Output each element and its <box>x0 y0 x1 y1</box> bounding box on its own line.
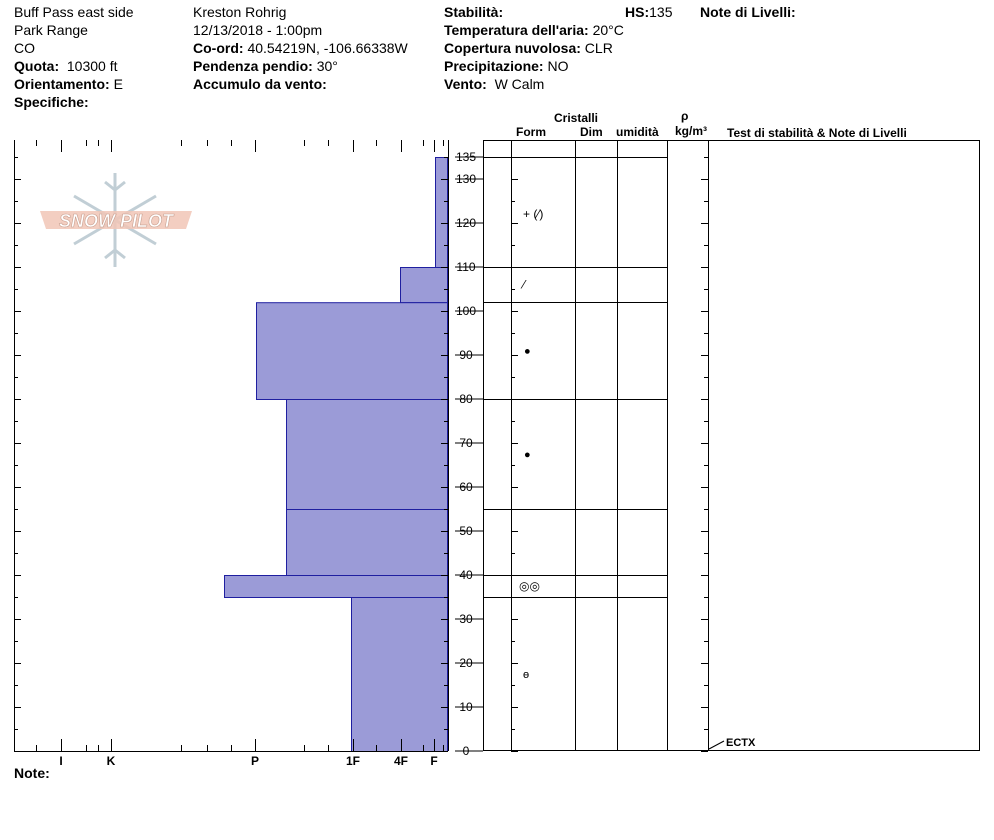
hardness-layer-2 <box>257 303 448 400</box>
grain-form-0: + (⁄) <box>523 207 544 222</box>
hardness-layer-3 <box>287 400 448 510</box>
stability-label: Stabilità: <box>444 4 504 20</box>
coord-label: Co-ord: <box>193 40 244 56</box>
height-label-40: 40 <box>459 568 473 582</box>
height-label-120: 120 <box>455 216 477 230</box>
height-label-100: 100 <box>455 304 477 318</box>
height-label-90: 90 <box>459 348 473 362</box>
hs-label: HS: <box>625 4 650 20</box>
precip-label: Precipitazione: <box>444 58 544 74</box>
header-crystals: Cristalli <box>554 111 599 125</box>
test-leader-0 <box>709 741 724 749</box>
header-stability-notes: Test di stabilità & Note di Livelli <box>727 126 907 140</box>
grain-form-5: ɵ <box>523 669 530 681</box>
coord-value: 40.54219N, -106.66338W <box>247 40 408 56</box>
sky-value: CLR <box>584 40 613 56</box>
hardness-layer-5 <box>225 576 448 598</box>
header-rho: ρ <box>681 109 689 123</box>
hardness-layers <box>225 158 448 752</box>
height-label-80: 80 <box>459 392 473 406</box>
precip-value: NO <box>547 58 569 74</box>
height-label-10: 10 <box>459 700 473 714</box>
height-label-30: 30 <box>459 612 473 626</box>
range: Park Range <box>14 22 88 38</box>
stability-tests <box>709 737 756 749</box>
header-moisture: umidità <box>616 125 659 139</box>
location: Buff Pass east side <box>14 4 134 20</box>
height-label-20: 20 <box>459 656 473 670</box>
height-label-110: 110 <box>456 260 476 274</box>
hs-value: 135 <box>649 4 673 20</box>
wind-loading-label: Accumulo da vento: <box>193 76 327 92</box>
header-size: Dim <box>580 125 603 139</box>
hardness-label-1F: 1F <box>345 754 361 768</box>
grain-forms <box>519 207 543 681</box>
elevation-label: Quota: <box>14 58 60 74</box>
hardness-label-F: F <box>430 754 438 768</box>
hardness-label-P: P <box>250 754 260 768</box>
snowpilot-logo <box>40 211 192 231</box>
snowpilot-logo-text: SNOW PILOT <box>59 211 173 231</box>
grain-form-2: ● <box>524 345 531 358</box>
height-label-0: 0 <box>462 744 470 758</box>
header-form: Form <box>516 125 546 139</box>
state: CO <box>14 40 35 56</box>
height-label-130: 130 <box>455 172 477 186</box>
datetime: 12/13/2018 - 1:00pm <box>193 22 323 38</box>
notes-label-text: Note: <box>14 765 50 781</box>
header-density-unit: kg/m³ <box>675 124 708 138</box>
grain-form-4: ◎◎ <box>519 579 540 593</box>
grain-form-3: ● <box>524 449 531 461</box>
air-temp-label: Temperatura dell'aria: <box>444 22 589 38</box>
observer: Kreston Rohrig <box>193 4 287 20</box>
air-temp-value: 20°C <box>592 22 624 38</box>
grain-form-1: ⁄ <box>523 277 526 292</box>
hardness-layer-6 <box>352 598 448 752</box>
height-label-135: 135 <box>455 150 477 164</box>
layer-notes-label: Note di Livelli: <box>700 4 796 20</box>
hardness-layer-4 <box>287 510 448 576</box>
height-label-50: 50 <box>459 524 473 538</box>
slope-value: 30° <box>316 58 338 74</box>
aspect-value: E <box>113 76 123 92</box>
height-label-70: 70 <box>459 436 473 450</box>
specifics-label: Specifiche: <box>14 94 89 110</box>
layer-table-frame <box>484 140 980 751</box>
sky-label: Copertura nuvolosa: <box>444 40 581 56</box>
slope-label: Pendenza pendio: <box>193 58 313 74</box>
elevation-value: 10300 ft <box>66 58 118 74</box>
hardness-label-I: I <box>59 754 63 768</box>
hardness-layer-0 <box>436 158 448 268</box>
wind-value: W Calm <box>494 76 545 92</box>
hardness-label-4F: 4F <box>393 754 409 768</box>
test-label-0: ECTX <box>726 737 756 749</box>
aspect-label: Orientamento: <box>14 76 110 92</box>
hardness-layer-1 <box>401 268 448 303</box>
hardness-label-K: K <box>106 754 116 768</box>
wind-label: Vento: <box>444 76 487 92</box>
height-label-60: 60 <box>459 480 473 494</box>
